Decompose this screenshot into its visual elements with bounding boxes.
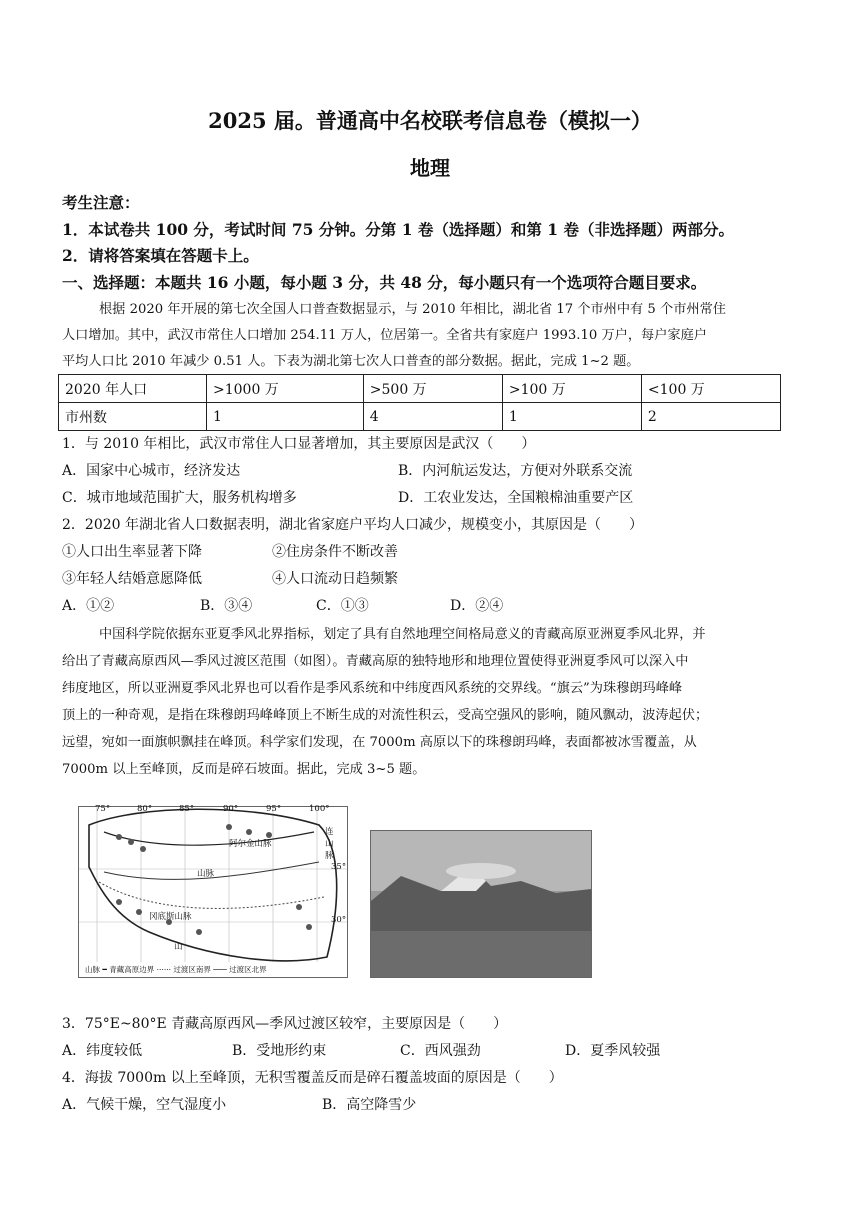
table-cell: >100 万	[502, 375, 641, 403]
lon-label: 100°	[309, 804, 330, 814]
lat-label: 35°	[331, 862, 347, 872]
table-cell: <100 万	[641, 375, 780, 403]
passage2-line: 纬度地区，所以亚洲夏季风北界也可以看作是季风系统和中纬度西风系统的交界线。“旗云”为珠穆朗玛峰峰	[62, 681, 683, 696]
table-row	[59, 403, 781, 431]
option-d: D．②④	[450, 598, 504, 614]
table-cell: >500 万	[363, 375, 502, 403]
question-stem: 2．2020 年湖北省人口数据表明，湖北省家庭户平均人口减少，规模变小，其原因是（ ）	[62, 517, 643, 533]
mountain-label: 山	[325, 839, 334, 849]
statement-1: ①人口出生率显著下降	[62, 544, 202, 560]
option-d: D．工农业发达，全国粮棉油重要产区	[398, 490, 634, 506]
lon-label: 75°	[95, 804, 111, 814]
statement-4: ④人口流动日趋频繁	[272, 571, 398, 587]
statement-2: ②住房条件不断改善	[272, 544, 398, 560]
population-table	[58, 374, 781, 431]
mountain-label: 阿尔金山脉	[229, 839, 272, 849]
passage1-line: 人口增加。其中，武汉市常住人口增加 254.11 万人，位居第一。全省共有家庭户 1993.10 万户，每户家庭户	[62, 328, 707, 343]
option-b: B．内河航运发达，方便对外联系交流	[398, 463, 633, 479]
option-c: C．①③	[316, 598, 369, 614]
table-cell: 市州数	[59, 403, 207, 431]
table-cell: 1	[207, 403, 364, 431]
option-c: C．城市地域范围扩大，服务机构增多	[62, 490, 297, 506]
option-b: B．高空降雪少	[322, 1097, 417, 1113]
option-a: A．国家中心城市，经济发达	[62, 463, 241, 479]
notice-item-1: 1．本试卷共 100 分，考试时间 75 分钟。分第 1 卷（选择题）和第 1 卷（非选择题）两部分。	[62, 220, 734, 239]
option-a: A．纬度较低	[62, 1043, 143, 1059]
map-legend: 山脉 ━ 青藏高原边界 ······ 过渡区南界 ─── 过渡区北界	[85, 965, 267, 974]
option-d: D．夏季风较强	[565, 1043, 661, 1059]
question-stem: 4．海拔 7000m 以上至峰顶，无积雪覆盖反而是碎石覆盖坡面的原因是（ ）	[62, 1070, 563, 1086]
mountain-label: 连	[325, 827, 334, 837]
table-row	[59, 375, 781, 403]
section-heading: 一、选择题：本题共 16 小题，每小题 3 分，共 48 分，每小题只有一个选项符合题目要求。	[62, 273, 707, 292]
lat-label: 30°	[331, 915, 347, 925]
mountain-label: 冈底斯山脉	[149, 912, 192, 922]
mountain-label: 山脉	[197, 869, 215, 879]
notice-item-2: 2．请将答案填在答题卡上。	[62, 246, 259, 265]
lon-label: 80°	[137, 804, 153, 814]
table-cell: 2	[641, 403, 780, 431]
question-stem: 1．与 2010 年相比，武汉市常住人口显著增加，其主要原因是武汉（ ）	[62, 436, 536, 452]
table-cell: 2020 年人口	[59, 375, 207, 403]
lon-label: 90°	[223, 804, 239, 814]
everest-photo-graphic	[371, 831, 591, 977]
option-b: B．③④	[200, 598, 253, 614]
passage2-line: 给出了青藏高原西风—季风过渡区范围（如图）。青藏高原的独特地形和地理位置使得亚洲夏季风可以深入中	[62, 654, 689, 669]
mountain-label: 山	[174, 942, 183, 952]
table-cell: 4	[363, 403, 502, 431]
table-cell: 1	[502, 403, 641, 431]
map-graphic	[79, 807, 347, 977]
notice-heading: 考生注意：	[62, 193, 140, 212]
statement-3: ③年轻人结婚意愿降低	[62, 571, 202, 587]
passage1-line: 根据 2020 年开展的第七次全国人口普查数据显示，与 2010 年相比，湖北省 17 个市州中有 5 个市州常住	[99, 302, 726, 317]
passage2-line: 远望，宛如一面旗帜飘挂在峰顶。科学家们发现，在 7000m 高原以下的珠穆朗玛峰，表面都被冰雪覆盖，从	[62, 735, 697, 750]
question-stem: 3．75°E~80°E 青藏高原西风—季风过渡区较窄，主要原因是（ ）	[62, 1016, 508, 1032]
passage1-line: 平均人口比 2010 年减少 0.51 人。下表为湖北第七次人口普查的部分数据。据此，完成 1~2 题。	[62, 354, 640, 369]
option-a: A．气候干燥，空气湿度小	[62, 1097, 227, 1113]
option-a: A．①②	[62, 598, 115, 614]
subject-title: 地理	[410, 156, 450, 180]
mountain-label: 脉	[325, 851, 334, 861]
option-b: B．受地形约束	[232, 1043, 327, 1059]
tibet-transition-map	[78, 806, 348, 978]
passage2-line: 顶上的一种奇观，是指在珠穆朗玛峰峰顶上不断生成的对流性积云，受高空强风的影响，随风飘动，波涛起伏；	[62, 708, 709, 723]
page-title: 2025 届。普通高中名校联考信息卷（模拟一）	[208, 108, 652, 133]
passage2-line: 中国科学院依据东亚夏季风北界指标，划定了具有自然地理空间格局意义的青藏高原亚洲夏季风北界，并	[99, 627, 706, 642]
option-c: C．西风强劲	[400, 1043, 481, 1059]
passage2-line: 7000m 以上至峰顶，反而是碎石坡面。据此，完成 3~5 题。	[62, 762, 426, 777]
table-cell: >1000 万	[207, 375, 364, 403]
everest-photo	[370, 830, 592, 978]
lon-label: 95°	[266, 804, 282, 814]
lon-label: 85°	[179, 804, 195, 814]
